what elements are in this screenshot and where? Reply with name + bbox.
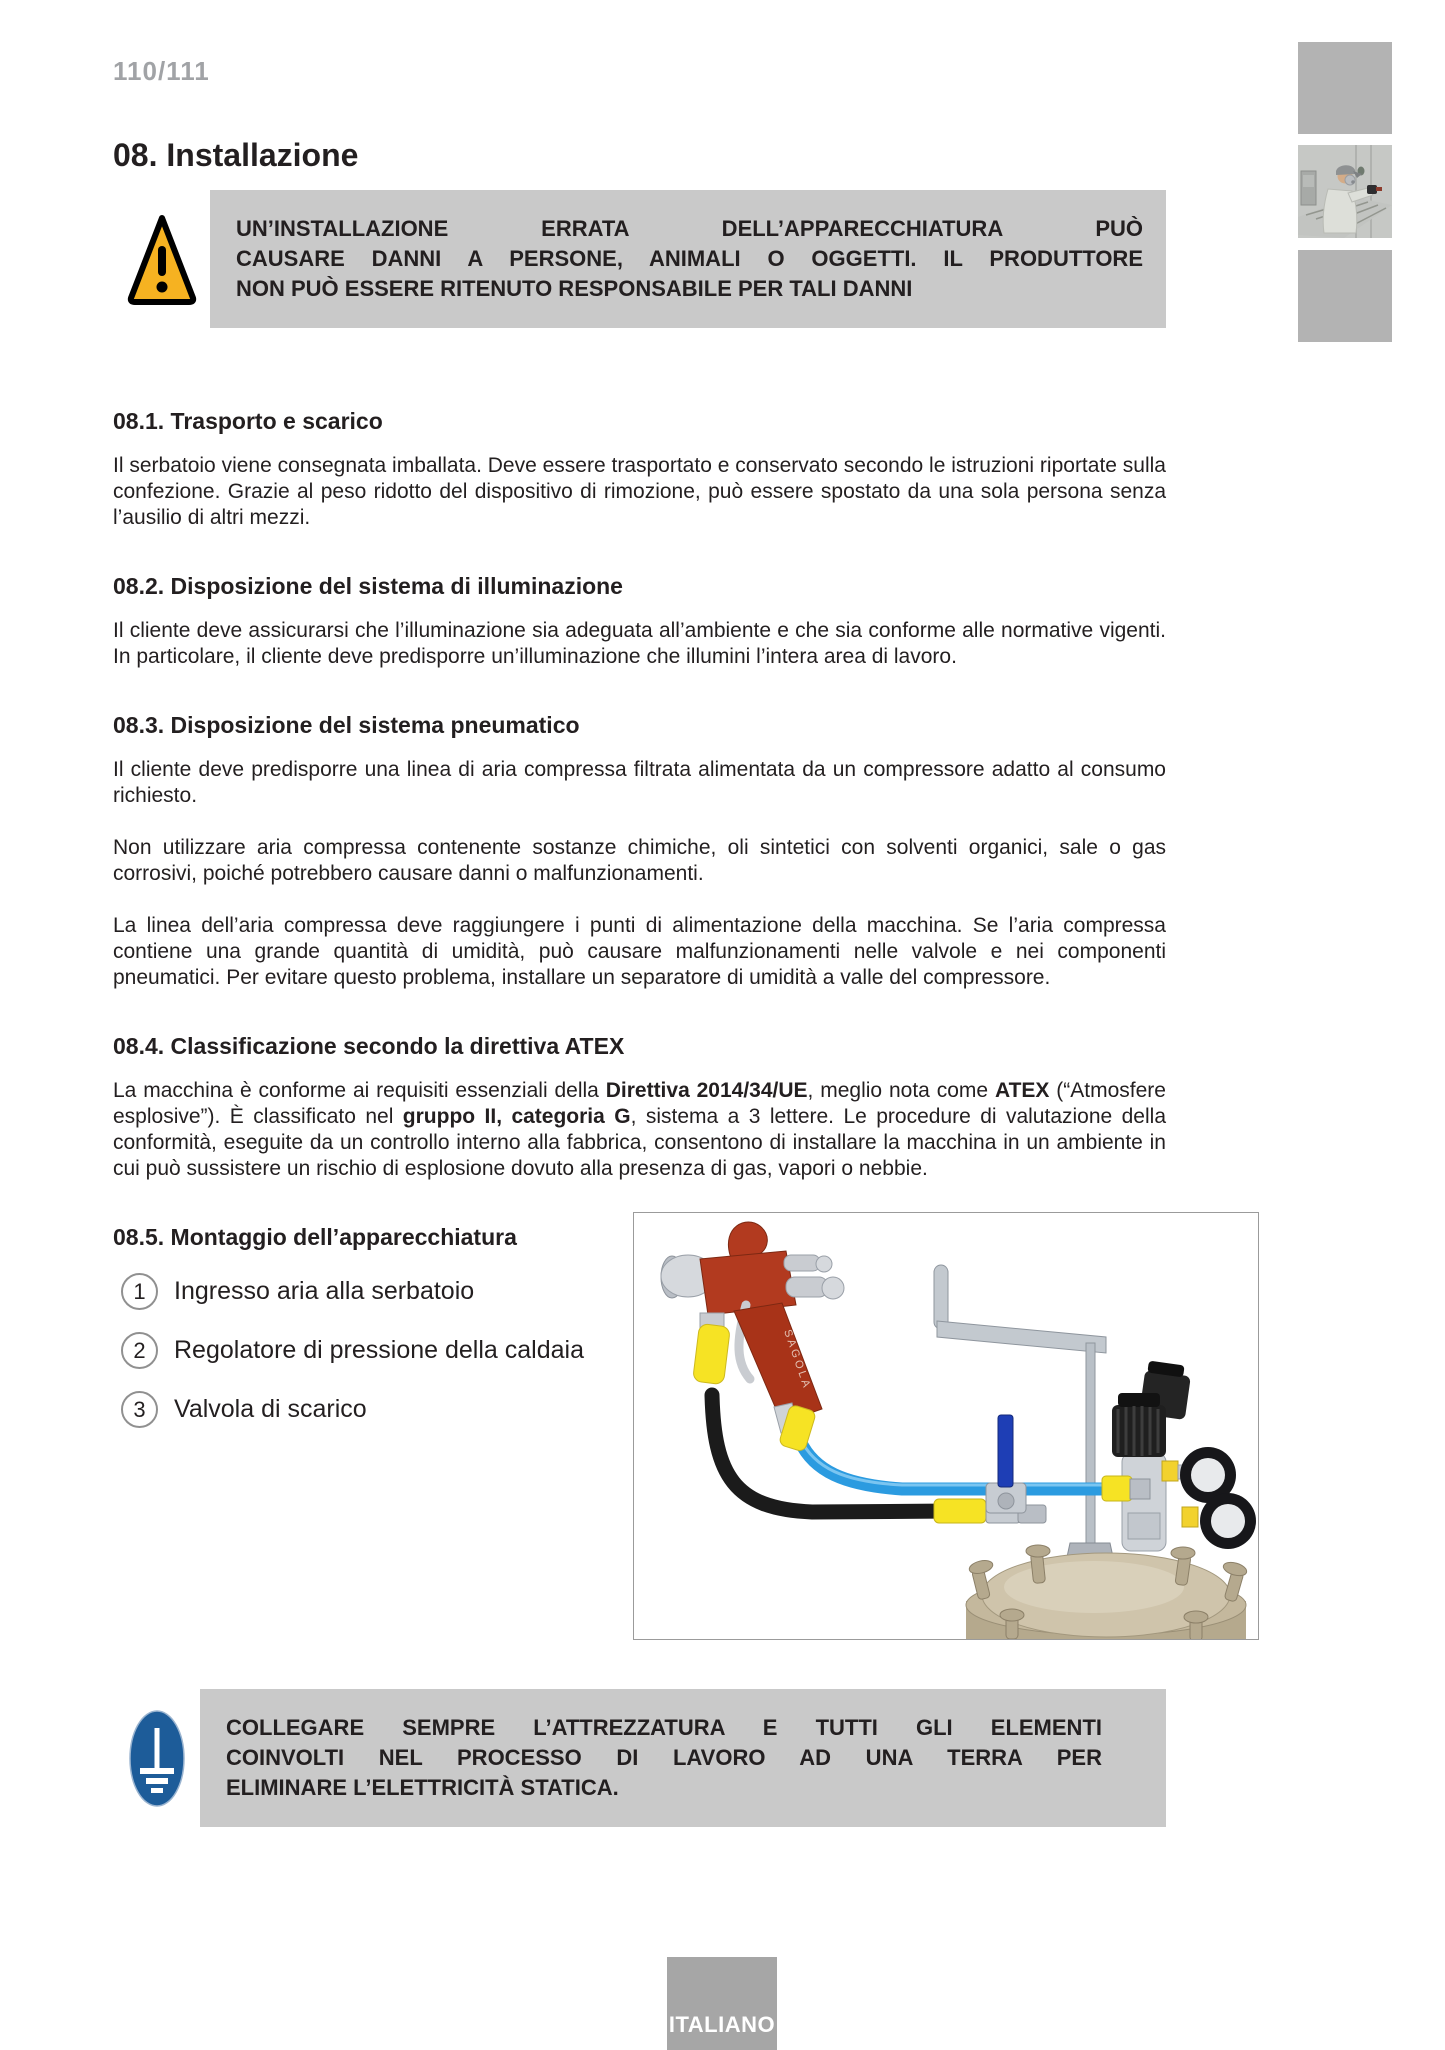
page-content (113, 0, 1166, 1827)
section-body-083-p2: Non utilizzare aria compressa contenente sostanze chimiche, oli sintetici con solventi organici, sale o gas corrosivi, poiché potrebbero causare danni o malfunzionamenti. (113, 836, 1166, 885)
section-body-081: Il serbatoio viene consegnata imballata. Deve essere trasportato e conservato secondo le istruzioni riportate sulla confezione. Grazie al peso ridotto del dispositivo di rimozione, può essere spostato da una sola persona senza l’ausilio di altri mezzi. (113, 454, 1166, 529)
callout-label: Valvola di scarico (174, 1395, 367, 1423)
callout-number-badge: 2 (121, 1332, 158, 1369)
section-body-083-p1: Il cliente deve predisporre una linea di aria compressa filtrata alimentata da un compressore adatto al consumo richiesto. (113, 758, 1166, 807)
spray-equipment-illustration (634, 1213, 1259, 1640)
warning-triangle-icon (127, 212, 197, 306)
section-body-084 (113, 1078, 1166, 1182)
language-tab: ITALIANO (667, 1957, 777, 2050)
grounding-notice (113, 1689, 1166, 1827)
air-valve (986, 1415, 1026, 1513)
section-heading-081: 08.1. Trasporto e scarico (113, 408, 383, 434)
grounding-text-line: ELIMINARE L’ELETTRICITÀ STATICA. (226, 1775, 619, 1800)
regulator-knob-front (1112, 1393, 1166, 1457)
atex-group-bold: gruppo II, categoria G (402, 1105, 631, 1128)
spray-gun (661, 1222, 844, 1452)
callout-label: Ingresso aria alla serbatoio (174, 1277, 475, 1305)
section-085-assembly (113, 1224, 1166, 1658)
callout-number-badge: 1 (121, 1273, 158, 1310)
atex-text-segment: La macchina è conforme ai requisiti essenziali della (113, 1079, 606, 1102)
warning-box (210, 190, 1166, 328)
atex-text-segment: , sistema a 3 lettere. Le procedure di valutazione della conformità, eseguite da un controllo interno alla fabbrica, consentono di installare la macchina in un ambiente in cui può sussistere un rischio di esplosione dovuto alla presenza di gas, vapori o nebbie. (113, 1105, 1166, 1180)
section-heading-084: 08.4. Classificazione secondo la direttiva ATEX (113, 1033, 625, 1059)
sidebar-square-bottom (1298, 250, 1392, 342)
gun-brand-text: SAGOLA (781, 1328, 814, 1392)
warning-text-line: NON PUÒ ESSERE RITENUTO RESPONSABILE PER TALI DANNI (236, 276, 913, 301)
atex-directive-bold: Direttiva 2014/34/UE (605, 1079, 808, 1102)
ground-earth-icon (129, 1710, 185, 1807)
agitator-handle (934, 1265, 1116, 1571)
warning-text-line: UN’INSTALLAZIONE ERRATA DELL’APPARECCHIATURA PUÒ (236, 216, 1143, 241)
section-body-083-p3: La linea dell’aria compressa deve raggiungere i punti di alimentazione della macchina. Se l’aria compressa contiene una grande quantità di umidità, può causare malfunzionamenti nelle valvole e nei componenti pneumatici. Per evitare questo problema, installare un separatore di umidità a valle del compressore. (113, 914, 1166, 989)
warning-icon-column (113, 212, 210, 306)
callout-number-badge: 3 (121, 1391, 158, 1428)
grounding-text-line: COLLEGARE SEMPRE L’ATTREZZATURA E TUTTI GLI ELEMENTI (226, 1715, 1102, 1740)
page-title: 08. Installazione (113, 137, 359, 173)
pressure-tank (966, 1545, 1248, 1640)
equipment-figure (633, 1212, 1259, 1640)
section-body-082: Il cliente deve assicurarsi che l’illuminazione sia adeguata all’ambiente e che sia conforme alle normative vigenti. In particolare, il cliente deve predisporre un’illuminazione che illumini l’intera area di lavoro. (113, 619, 1166, 668)
section-heading-082: 08.2. Disposizione del sistema di illuminazione (113, 573, 623, 599)
pressure-gauges (1162, 1447, 1256, 1549)
grounding-box (200, 1689, 1166, 1827)
atex-text-segment: , meglio nota come (807, 1079, 995, 1102)
sidebar-square-top (1298, 42, 1392, 134)
section-heading-085: 08.5. Montaggio dell’apparecchiatura (113, 1224, 517, 1250)
ground-icon-column (113, 1710, 200, 1807)
grounding-text-line: COINVOLTI NEL PROCESSO DI LAVORO AD UNA TERRA PER (226, 1745, 1102, 1770)
atex-text-segment: (“Atmosfere esplosive”). È classificato nel (113, 1079, 1166, 1128)
callout-label: Regolatore di pressione della caldaia (174, 1336, 584, 1364)
section-heading-083: 08.3. Disposizione del sistema pneumatico (113, 712, 580, 738)
warning-notice (113, 190, 1166, 328)
photo-worker-spraying (1298, 145, 1392, 238)
atex-bold: ATEX (994, 1079, 1050, 1102)
page-number: 110/111 (113, 56, 210, 86)
pressure-regulator (1112, 1361, 1191, 1551)
air-hose-blue (800, 1415, 1150, 1513)
warning-text-line: CAUSARE DANNI A PERSONE, ANIMALI O OGGETTI. IL PRODUTTORE (236, 246, 1143, 271)
